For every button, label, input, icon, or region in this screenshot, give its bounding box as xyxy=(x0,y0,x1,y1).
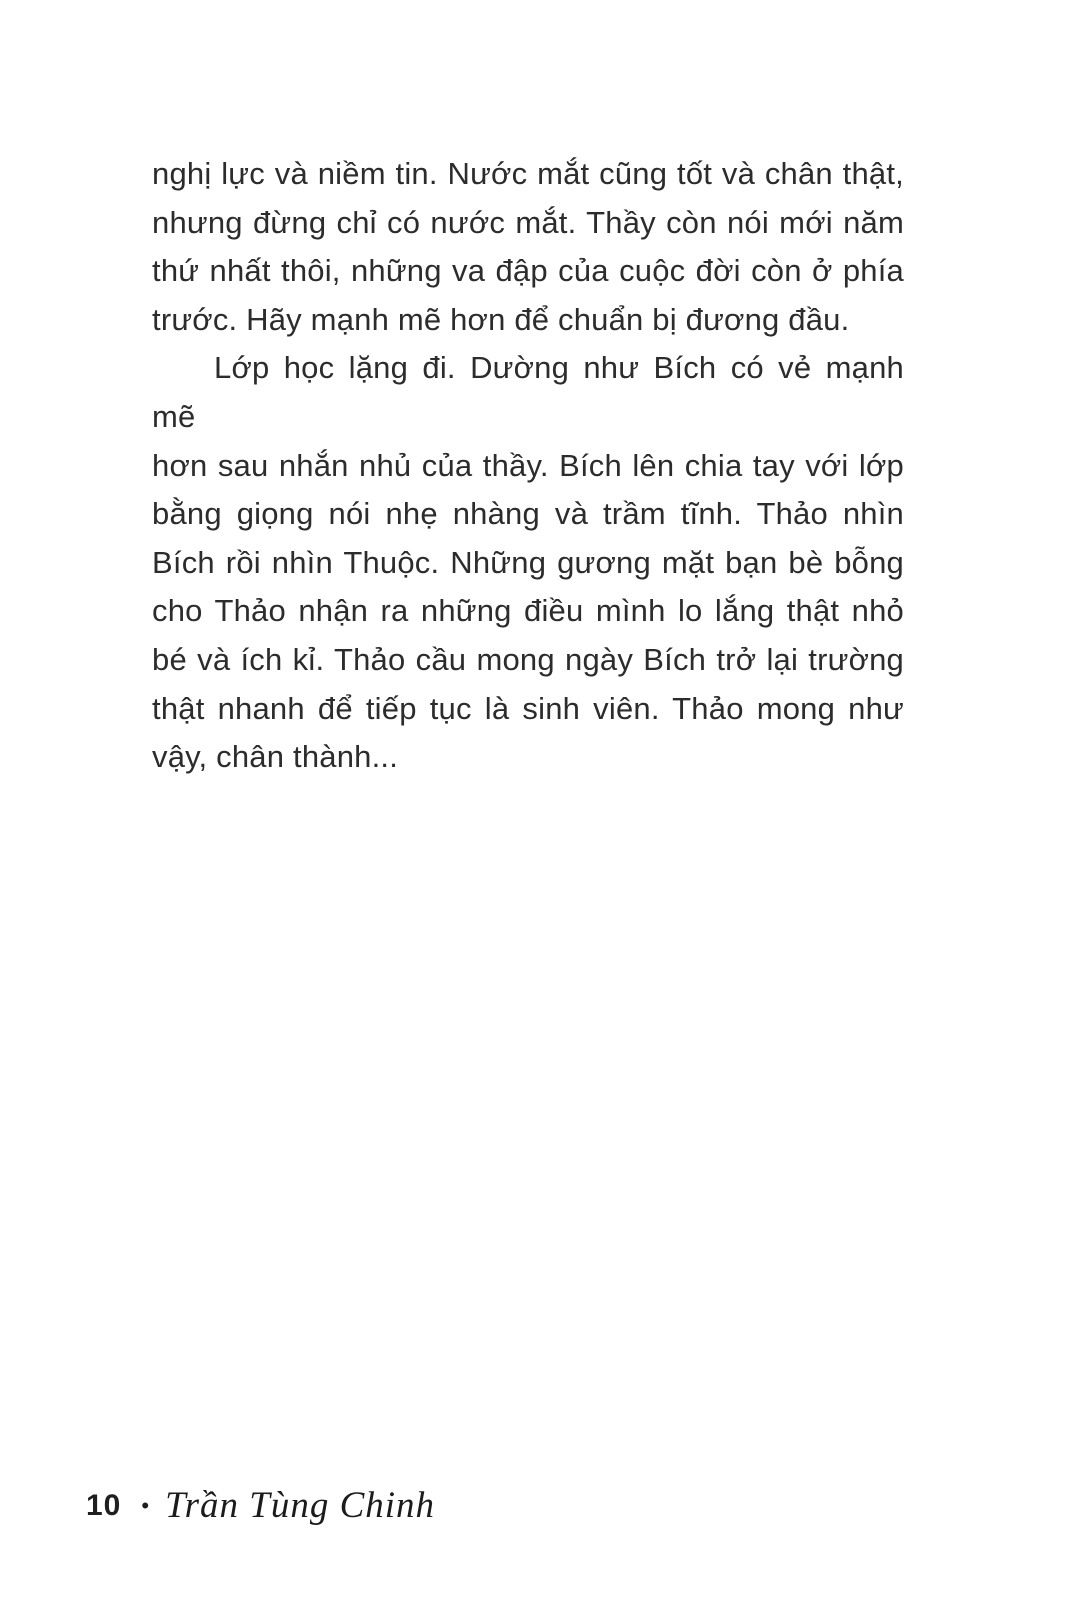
text-line: Bích rồi nhìn Thuộc. Những gương mặt bạn bè bỗng xyxy=(152,544,904,580)
body-text xyxy=(152,150,904,782)
bullet-separator: • xyxy=(141,1492,150,1518)
text-line: hơn sau nhắn nhủ của thầy. Bích lên chia tay với lớp xyxy=(152,447,904,483)
text-line: bé và ích kỉ. Thảo cầu mong ngày Bích trở lại trường xyxy=(152,641,904,677)
page-number: 10 xyxy=(86,1488,122,1522)
text-line: nhưng đừng chỉ có nước mắt. Thầy còn nói mới năm xyxy=(152,204,904,240)
paragraph-2 xyxy=(152,344,904,781)
paragraph-1 xyxy=(152,150,904,344)
text-line: nghị lực và niềm tin. Nước mắt cũng tốt và chân thật, xyxy=(152,156,904,191)
text-line: vậy, chân thành... xyxy=(152,739,399,775)
author-name: Trần Tùng Chinh xyxy=(165,1485,436,1526)
page-footer xyxy=(86,1484,435,1527)
text-line: Lớp học lặng đi. Dường như Bích có vẻ mạnh mẽ xyxy=(152,350,904,434)
text-line: thứ nhất thôi, những va đập của cuộc đời còn ở phía xyxy=(152,253,904,289)
text-line: trước. Hãy mạnh mẽ hơn để chuẩn bị đương đầu. xyxy=(152,301,850,337)
text-line: bằng giọng nói nhẹ nhàng và trầm tĩnh. Thảo nhìn xyxy=(152,496,904,532)
text-line: cho Thảo nhận ra những điều mình lo lắng thật nhỏ xyxy=(152,593,904,629)
text-line: thật nhanh để tiếp tục là sinh viên. Thảo mong như xyxy=(152,690,904,726)
